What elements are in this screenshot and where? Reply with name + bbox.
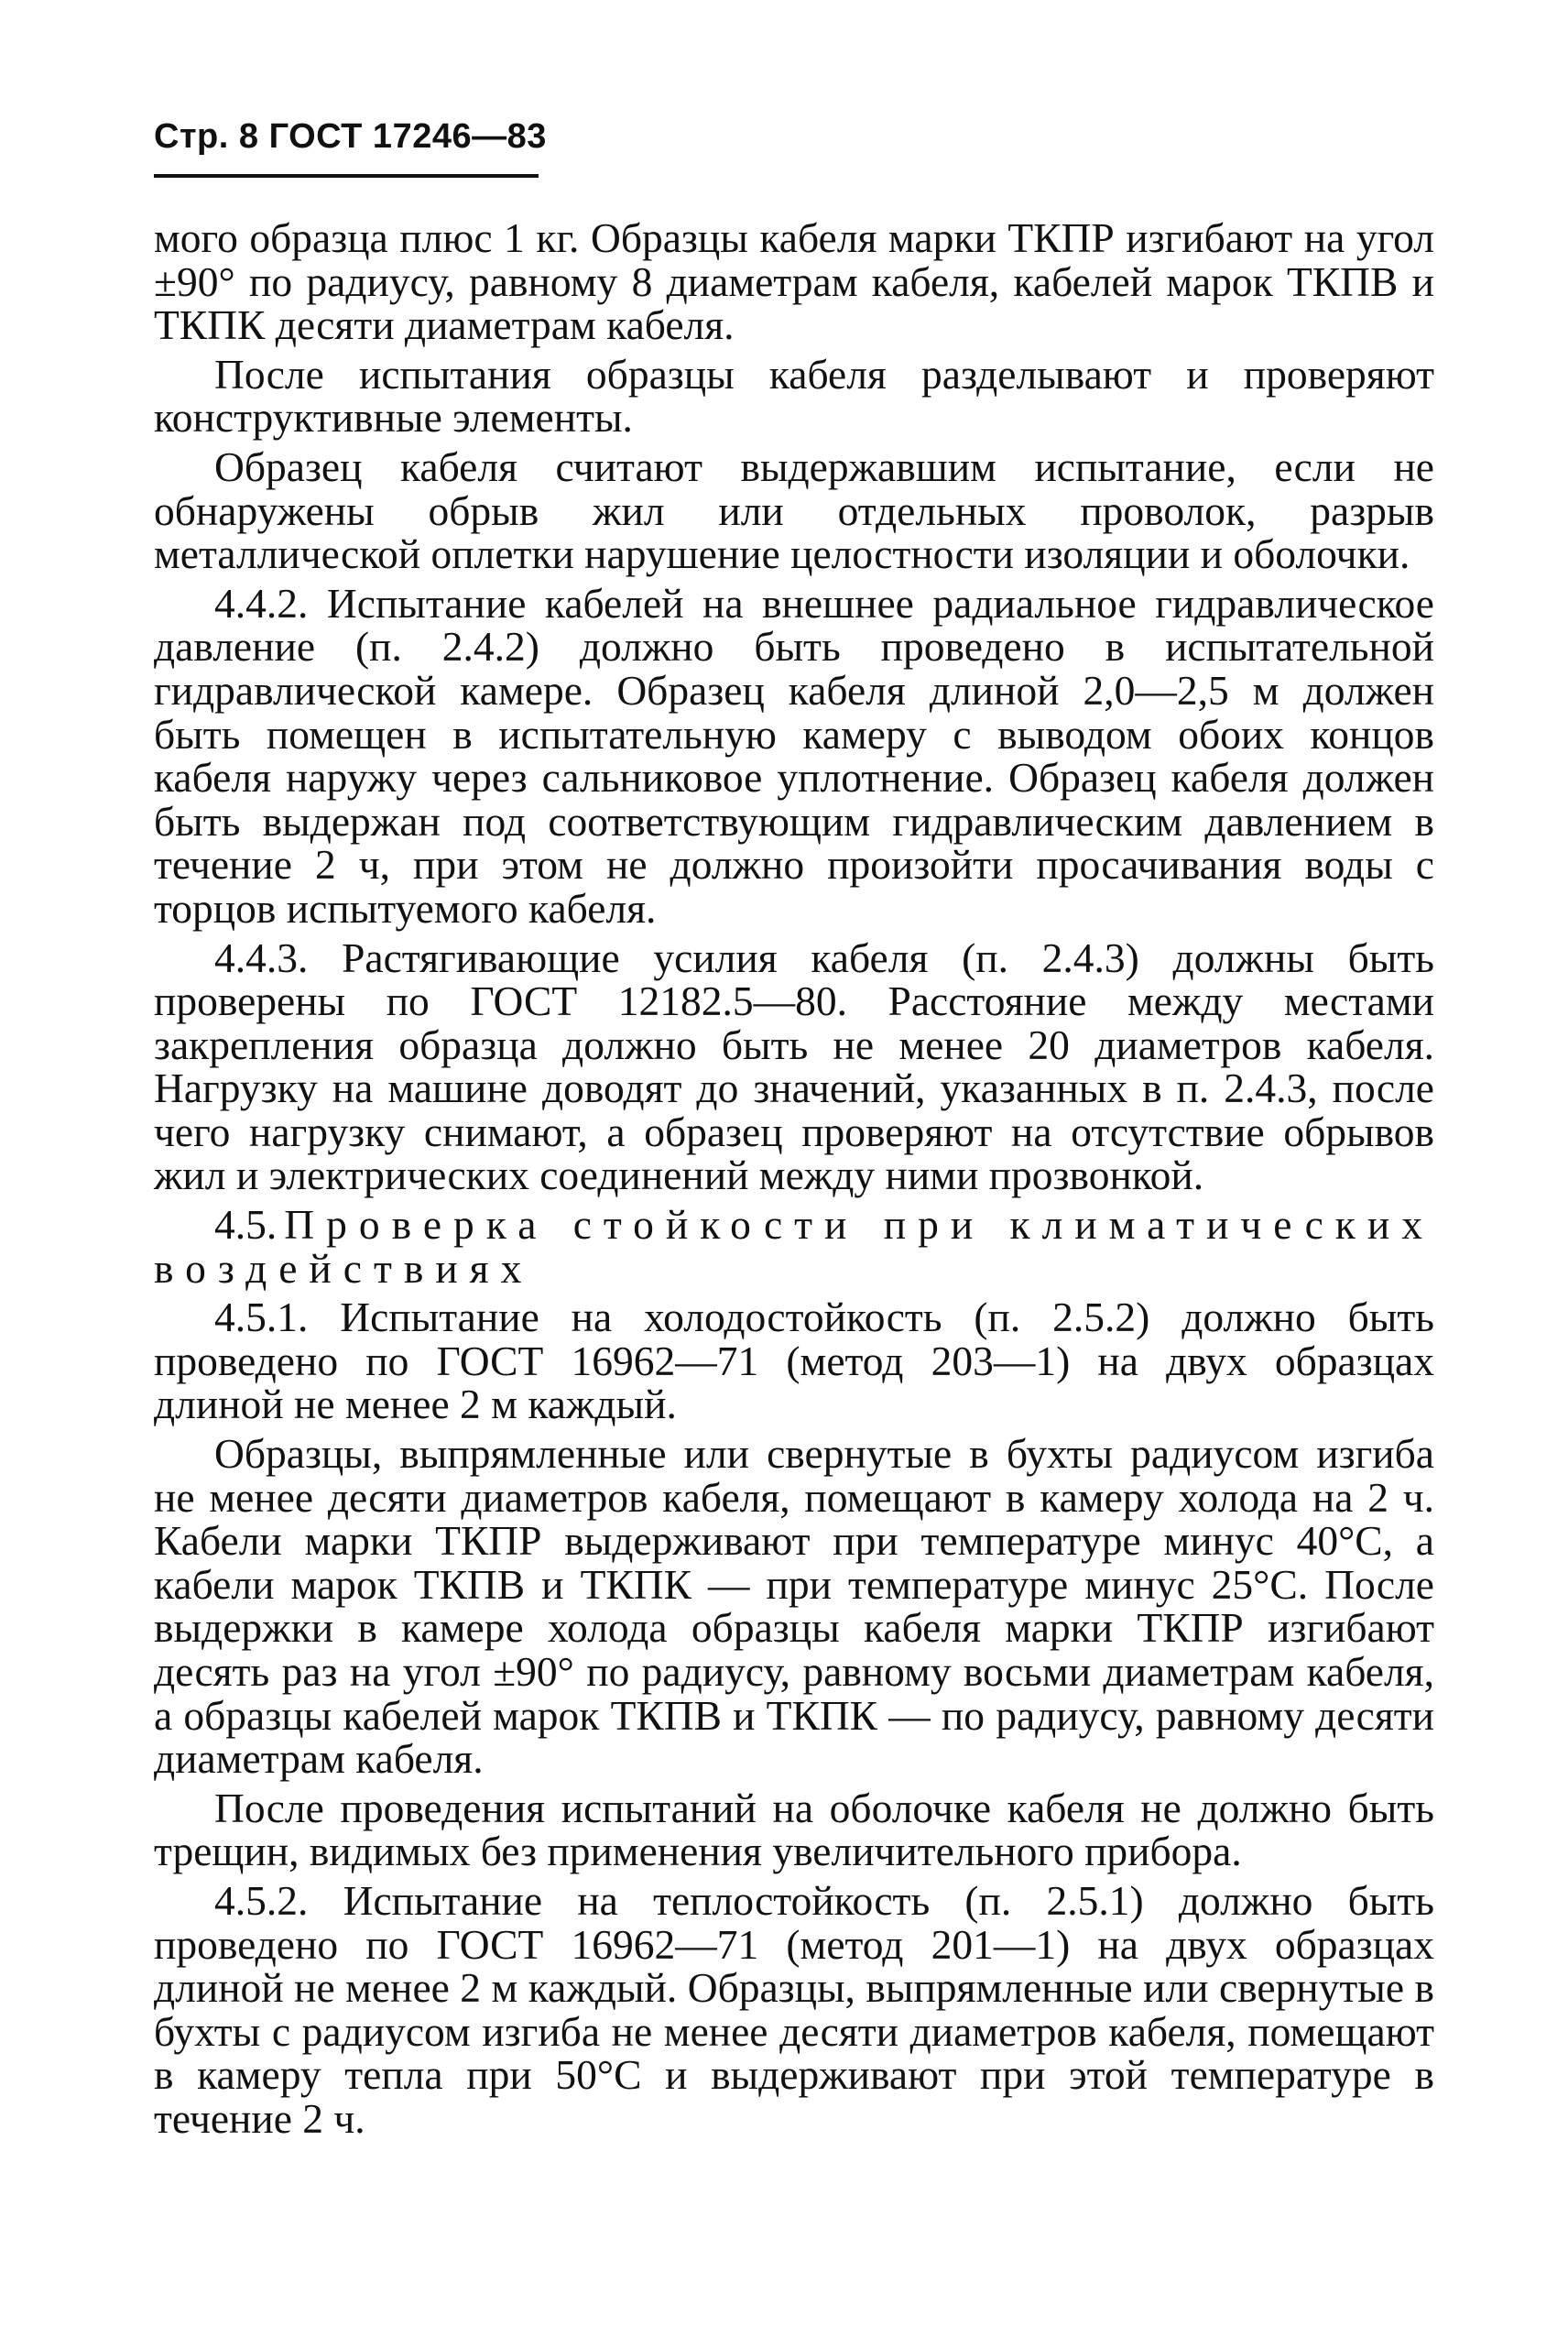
- paragraph-4-5-2: 4.5.2. Испытание на теплостойкость (п. 2.5.1) должно быть проведено по ГОСТ 16962—71 (метод 201—1) на двух образцах длиной не менее 2 м каждый. Образцы, выпрямленные или свернутые в бухты с радиусом изгиба не менее десяти диаметров кабеля, помещают в камеру тепла при 50°С и выдерживают при этой температуре в течение 2 ч.: [154, 1876, 1434, 2142]
- paragraph-4-4-2: 4.4.2. Испытание кабелей на внешнее радиальное гидравлическое давление (п. 2.4.2) должно быть проведено в испытательной гидравлической камере. Образец кабеля длиной 2,0—2,5 м должен быть помещен в испытательную камеру с выводом обоих концов кабеля наружу через сальниковое уплотнение. Образец кабеля должен быть выдержан под соответствующим гидравлическим давлением в течение 2 ч, при этом не должно произойти просачивания воды с торцов испытуемого кабеля.: [154, 579, 1434, 932]
- section-number: 4.5.: [214, 1201, 278, 1249]
- paragraph: Образец кабеля считают выдержавшим испытание, если не обнаружены обрыв жил или отдельных проволок, разрыв металлической оплетки нарушение целостности изоляции и оболочки.: [154, 442, 1434, 578]
- section-heading-4-5: [154, 1203, 1434, 1290]
- running-head: Стр. 8 ГОСТ 17246—83: [154, 117, 547, 156]
- section-title: Проверка стойкости при климатических воздействиях: [154, 1201, 1434, 1292]
- paragraph-4-5-1: 4.5.1. Испытание на холодостойкость (п. 2.5.2) должно быть проведено по ГОСТ 16962—71 (метод 203—1) на двух образцах длиной не менее 2 м каждый.: [154, 1294, 1434, 1428]
- paragraph: Образцы, выпрямленные или свернутые в бухты радиусом изгиба не менее десяти диаметров кабеля, помещают в камеру холода на 2 ч. Кабели марки ТКПР выдерживают при температуре минус 40°С, а кабели марок ТКПВ и ТКПК — при температуре минус 25°С. После выдержки в камере холода образцы кабеля марки ТКПР изгибают десять раз на угол ±90° по радиусу, равному восьми диаметрам кабеля, а образцы кабелей марок ТКПВ и ТКПК — по радиусу, равному десяти диаметрам кабеля.: [154, 1430, 1434, 1783]
- paragraph-4-4-3: 4.4.3. Растягивающие усилия кабеля (п. 2.4.3) должны быть проверены по ГОСТ 12182.5—80. Расстояние между местами закрепления образца должно быть не менее 20 диаметров кабеля. Нагрузку на машине доводят до значений, указанных в п. 2.4.3, после чего нагрузку снимают, а образец проверяют на отсутствие обрывов жил и электрических соединений между ними прозвонкой.: [154, 934, 1434, 1199]
- header-rule: [154, 174, 539, 178]
- paragraph: После испытания образцы кабеля разделывают и проверяют конструктивные элементы.: [154, 350, 1434, 442]
- body-text: [154, 216, 1434, 2146]
- paragraph: После проведения испытаний на оболочке кабеля не должно быть трещин, видимых без применения увеличительного прибора.: [154, 1784, 1434, 1875]
- paragraph-continuation: мого образца плюс 1 кг. Образцы кабеля марки ТКПР изгибают на угол ±90° по радиусу, равному 8 диаметрам кабеля, кабелей марок ТКПВ и ТКПК десяти диаметрам кабеля.: [154, 214, 1434, 349]
